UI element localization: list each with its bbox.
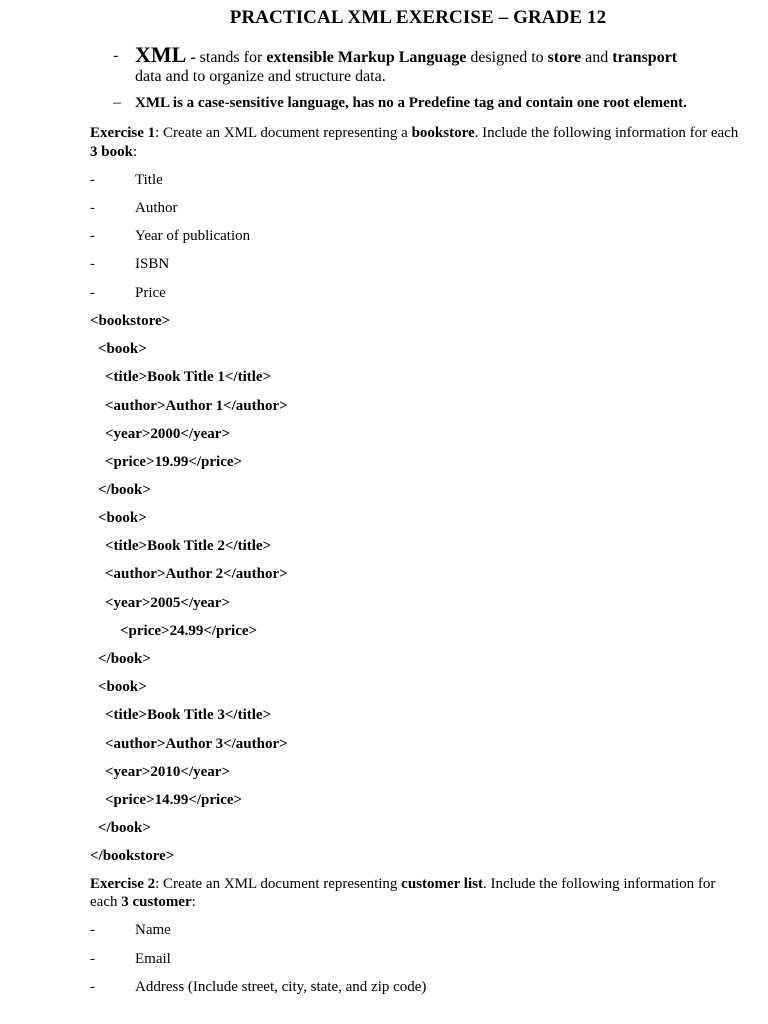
code-line: <title>Book Title 2</title>	[105, 538, 272, 554]
list-dash: -	[90, 285, 95, 301]
list-item: ISBN	[135, 256, 170, 272]
code-line: <price>24.99</price>	[120, 623, 258, 639]
code-line: <book>	[98, 341, 147, 357]
exercise1-heading-line-2: 3 book:	[90, 144, 138, 160]
code-line: <author>Author 3</author>	[105, 736, 288, 752]
code-line: <title>Book Title 1</title>	[105, 369, 272, 385]
xml-term: XML	[135, 42, 187, 67]
list-dash: -	[90, 951, 95, 967]
list-item: Price	[135, 285, 166, 301]
code-line: </book>	[98, 651, 151, 667]
code-line: <author>Author 2</author>	[105, 566, 288, 582]
code-line: </book>	[98, 820, 151, 836]
exercise2-heading-line-2: each 3 customer:	[90, 894, 196, 910]
code-line: <year>2005</year>	[105, 595, 230, 611]
code-line: <book>	[98, 510, 147, 526]
list-dash: -	[90, 228, 95, 244]
exercise2-heading: Exercise 2: Create an XML document representing customer list. Include the following information for	[90, 876, 716, 892]
list-item: Address (Include street, city, state, and zip code)	[135, 979, 427, 995]
code-line: <book>	[98, 679, 147, 695]
code-line: <author>Author 1</author>	[105, 398, 288, 414]
exercise1-heading: Exercise 1: Create an XML document representing a bookstore. Include the following information for each	[90, 125, 739, 141]
code-line: <title>Book Title 3</title>	[105, 707, 272, 723]
code-line: </book>	[98, 482, 151, 498]
xml-definition-line: XML - stands for extensible Markup Language designed to store and transport	[135, 42, 678, 67]
code-line: <price>14.99</price>	[105, 792, 243, 808]
xml-rules-line: XML is a case-sensitive language, has no a Predefine tag and contain one root element.	[135, 95, 687, 111]
list-item: Title	[135, 172, 163, 188]
list-dash: -	[90, 922, 95, 938]
page-title: PRACTICAL XML EXERCISE – GRADE 12	[229, 7, 607, 28]
xml-definition-line-2: data and to organize and structure data.	[135, 68, 386, 85]
list-dash: -	[90, 200, 95, 216]
list-dash: -	[90, 979, 95, 995]
code-line: <year>2010</year>	[105, 764, 230, 780]
list-item: Author	[135, 200, 178, 216]
list-item: Year of publication	[135, 228, 251, 244]
code-line: <bookstore>	[90, 313, 171, 329]
code-line: <year>2000</year>	[105, 426, 230, 442]
bullet-dash: –	[113, 94, 121, 111]
list-item: Name	[135, 922, 171, 938]
list-dash: -	[90, 172, 95, 188]
list-item: Email	[135, 951, 171, 967]
code-line: </bookstore>	[90, 848, 175, 864]
code-line: <price>19.99</price>	[105, 454, 243, 470]
list-dash: -	[90, 256, 95, 272]
bullet-dash: -	[113, 47, 119, 64]
